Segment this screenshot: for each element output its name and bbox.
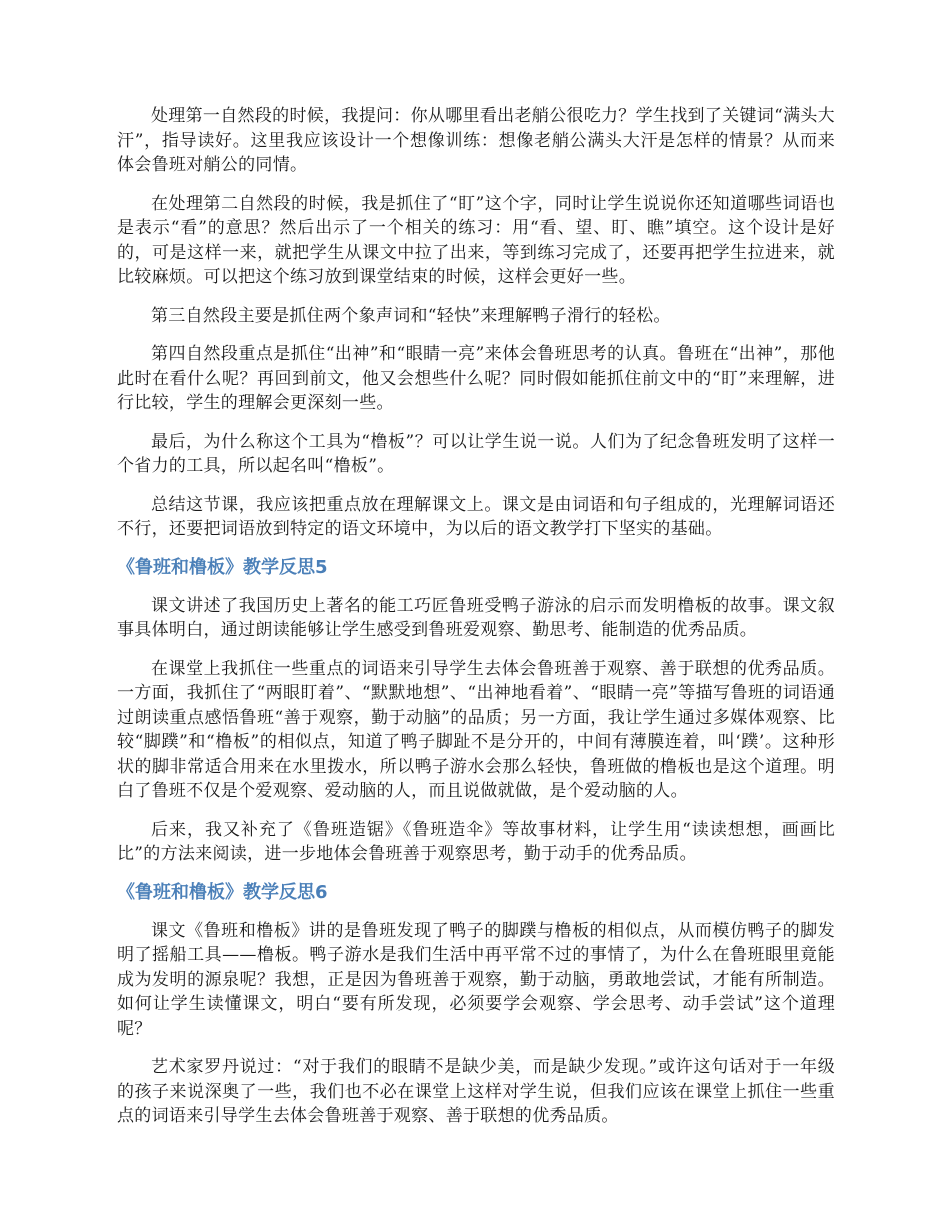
paragraph: 第三自然段主要是抓住两个象声词和“轻快”来理解鸭子滑行的轻松。 (151, 305, 671, 326)
document-page (117, 104, 835, 1143)
paragraph: 后来，我又补充了《鲁班造锯》《鲁班造伞》等故事材料，让学生用“读读想想，画画比比”的方法来阅读，进一步地体会鲁班善于观察思考，勤于动手的优秀品质。 (117, 819, 835, 864)
paragraph: 第四自然段重点是抓住“出神”和“眼睛一亮”来体会鲁班思考的认真。鲁班在“出神”，那他此时在看什么呢？再回到前文，他又会想些什么呢？同时假如能抓住前文中的“盯”来理解，进行比较，学生的理解会更深刻一些。 (117, 344, 835, 413)
paragraph: 课文《鲁班和橹板》讲的是鲁班发现了鸭子的脚蹼与橹板的相似点，从而模仿鸭子的脚发明了摇船工具——橹板。鸭子游水是我们生活中再平常不过的事情了，为什么在鲁班眼里竟能成为发明的源泉呢？我想，正是因为鲁班善于观察，勤于动脑，勇敢地尝试，才能有所制造。如何让学生读懂课文，明白“要有所发现，必须要学会观察、学会思考、动手尝试”这个道理呢？ (117, 920, 835, 1039)
paragraph: 处理第一自然段的时候，我提问：你从哪里看出老艄公很吃力？学生找到了关键词“满头大汗”，指导读好。这里我应该设计一个想像训练：想像老艄公满头大汗是怎样的情景？从而来体会鲁班对艄公的同情。 (117, 106, 835, 175)
section-intro (117, 104, 835, 542)
section-reflection-5 (117, 556, 835, 867)
paragraph: 课文讲述了我国历史上著名的能工巧匠鲁班受鸭子游泳的启示而发明橹板的故事。课文叙事具体明白，通过朗读能够让学生感受到鲁班爱观察、勤思考、能制造的优秀品质。 (117, 595, 835, 640)
paragraph: 在处理第二自然段的时候，我是抓住了“盯”这个字，同时让学生说说你还知道哪些词语也是表示“看”的意思？然后出示了一个相关的练习：用“看、望、盯、瞧”填空。这个设计是好的，可是这样一来，就把学生从课文中拉了出来，等到练习完成了，还要再把学生拉进来，就比较麻烦。可以把这个练习放到课堂结束的时候，这样会更好一些。 (117, 193, 835, 287)
paragraph: 艺术家罗丹说过：“对于我们的眼睛不是缺少美，而是缺少发现。”或许这句话对于一年级的孩子来说深奥了一些，我们也不必在课堂上这样对学生说，但我们应该在课堂上抓住一些重点的词语来引导学生去体会鲁班善于观察、善于联想的优秀品质。 (117, 1057, 835, 1126)
section-reflection-6 (117, 881, 835, 1129)
paragraph: 最后，为什么称这个工具为“橹板”？可以让学生说一说。人们为了纪念鲁班发明了这样一个省力的工具，所以起名叫“橹板”。 (117, 431, 835, 476)
paragraph: 总结这节课，我应该把重点放在理解课文上。课文是由词语和句子组成的，光理解词语还不行，还要把词语放到特定的语文环境中，为以后的语文教学打下坚实的基础。 (117, 494, 835, 539)
paragraph: 在课堂上我抓住一些重点的词语来引导学生去体会鲁班善于观察、善于联想的优秀品质。一方面，我抓住了“两眼盯着”、“默默地想”、“出神地看着”、“眼睛一亮”等描写鲁班的词语通过朗读重点感悟鲁班“善于观察，勤于动脑”的品质；另一方面，我让学生通过多媒体观察、比较“脚蹼”和“橹板”的相似点，知道了鸭子脚趾不是分开的，中间有薄膜连着，叫‘蹼’。这种形状的脚非常适合用来在水里拨水，所以鸭子游水会那么轻快，鲁班做的橹板也是这个道理。明白了鲁班不仅是个爱观察、爱动脑的人，而且说做就做，是个爱动脑的人。 (117, 658, 835, 801)
section-heading: 《鲁班和橹板》教学反思5 (117, 556, 328, 578)
section-heading: 《鲁班和橹板》教学反思6 (117, 881, 328, 903)
